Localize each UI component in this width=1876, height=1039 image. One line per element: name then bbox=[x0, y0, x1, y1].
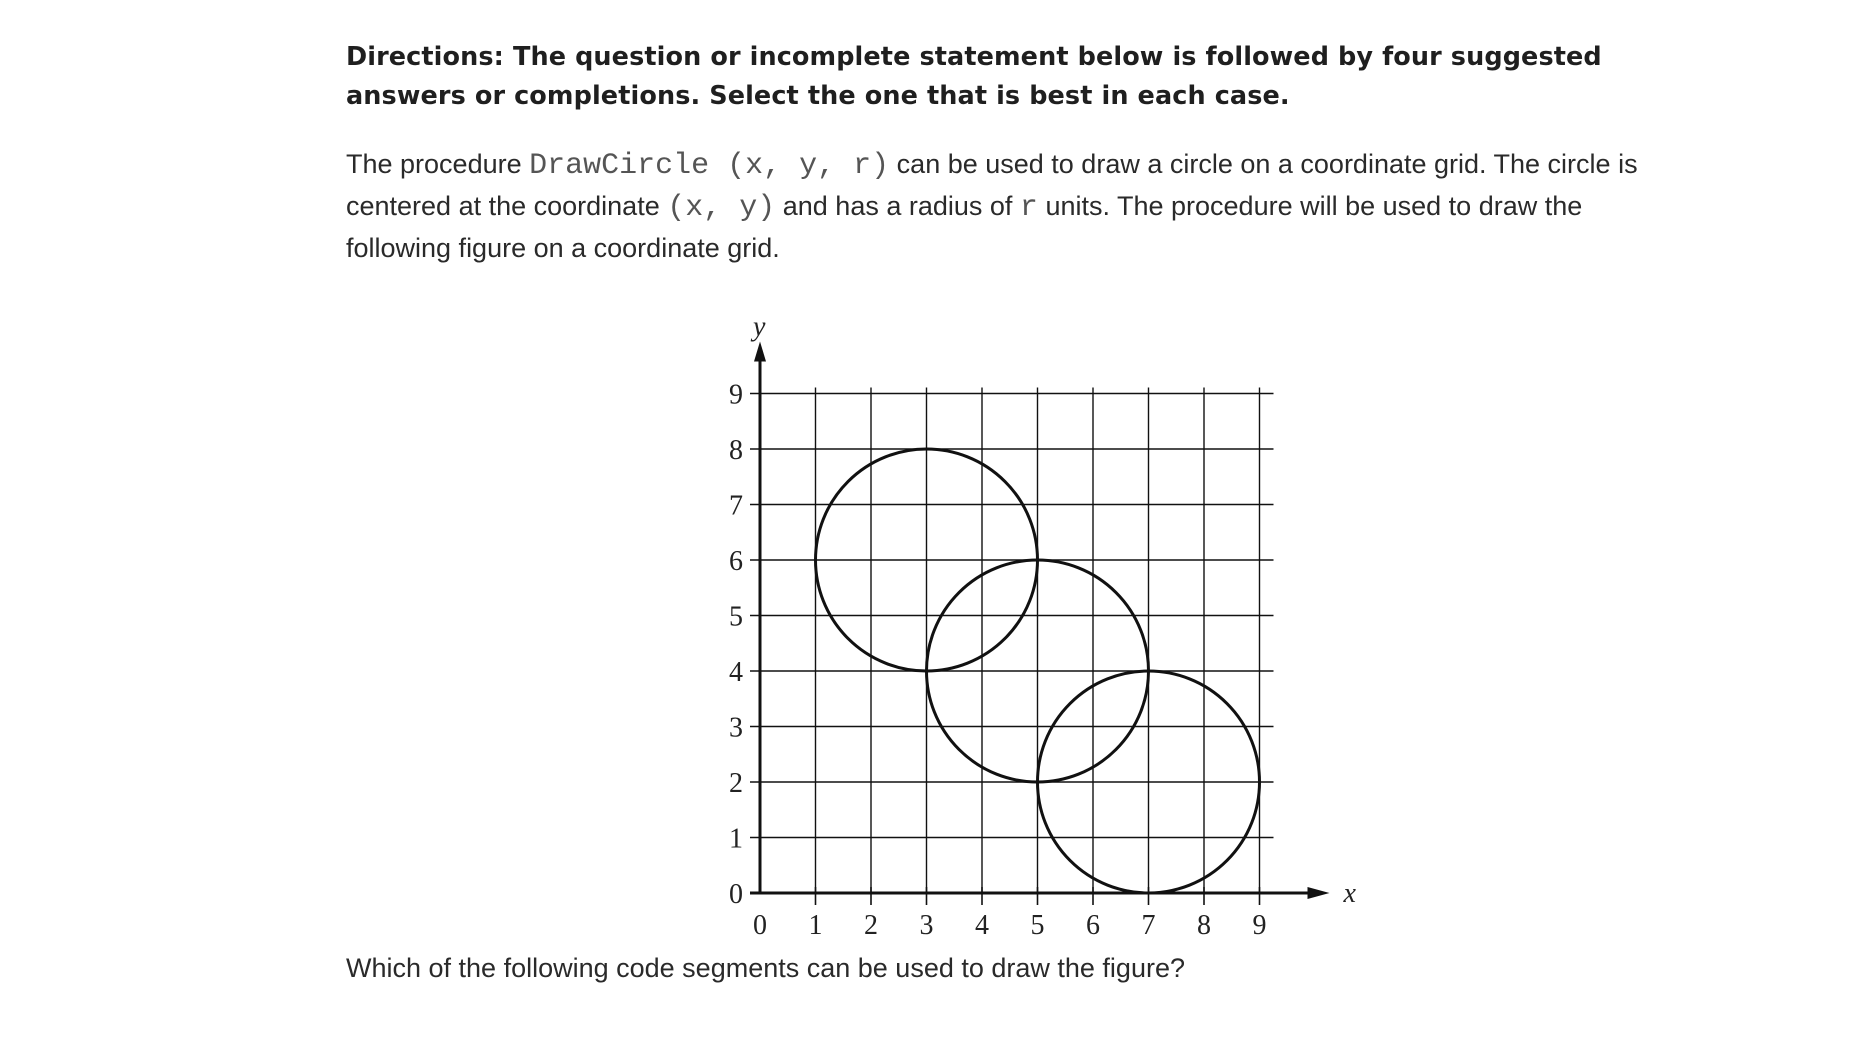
problem-text-1: The procedure bbox=[346, 149, 530, 179]
problem-text-4: units. The procedure will be used to draw the following figure on a coordinate grid. bbox=[346, 191, 1583, 263]
y-tick-label: 9 bbox=[729, 379, 743, 411]
problem-statement bbox=[346, 144, 1676, 268]
x-tick-label: 7 bbox=[1141, 910, 1156, 941]
radius-code: r bbox=[1019, 191, 1038, 225]
y-tick-label: 7 bbox=[729, 490, 743, 522]
problem-text-3: and has a radius of bbox=[775, 191, 1020, 221]
y-tick-label: 0 bbox=[729, 879, 743, 910]
y-tick-label: 4 bbox=[729, 657, 743, 688]
y-tick-label: 2 bbox=[729, 768, 743, 799]
procedure-signature: DrawCircle (x, y, r) bbox=[529, 149, 890, 183]
y-axis-arrow-icon bbox=[754, 342, 766, 362]
y-axis-label: y bbox=[753, 311, 766, 343]
coordinate-grid-figure bbox=[705, 290, 1356, 941]
tick-labels bbox=[729, 380, 1267, 942]
x-tick-label: 0 bbox=[753, 910, 767, 941]
y-tick-label: 1 bbox=[729, 823, 743, 855]
x-tick-label: 5 bbox=[1030, 910, 1045, 941]
problem-text-2: can be used to draw a circle on a coordinate grid. The circle is centered at the coordinate bbox=[346, 149, 1638, 221]
x-axis-label: x bbox=[1343, 878, 1356, 909]
x-tick-label: 9 bbox=[1252, 910, 1267, 941]
question-content bbox=[346, 38, 1676, 268]
x-tick-label: 1 bbox=[808, 910, 823, 941]
center-coordinate-code: (x, y) bbox=[667, 191, 776, 225]
x-tick-label: 2 bbox=[864, 910, 878, 941]
question-text: Which of the following code segments can be used to draw the figure? bbox=[346, 953, 1185, 983]
x-tick-label: 4 bbox=[975, 910, 989, 941]
x-axis-arrow-icon bbox=[1308, 887, 1330, 899]
y-tick-label: 3 bbox=[729, 712, 743, 744]
x-tick-label: 6 bbox=[1086, 910, 1100, 941]
y-tick-label: 5 bbox=[729, 601, 743, 633]
y-tick-label: 8 bbox=[729, 435, 743, 466]
grid-lines bbox=[750, 388, 1274, 894]
x-tick-label: 3 bbox=[919, 910, 934, 941]
y-tick-label: 6 bbox=[729, 546, 743, 577]
directions-text: Directions: The question or incomplete statement below is followed by four suggested answers or completions. Select the one that is best in each case. bbox=[346, 42, 1602, 111]
x-tick-label: 8 bbox=[1197, 910, 1211, 941]
coordinate-grid-svg bbox=[705, 290, 1356, 941]
